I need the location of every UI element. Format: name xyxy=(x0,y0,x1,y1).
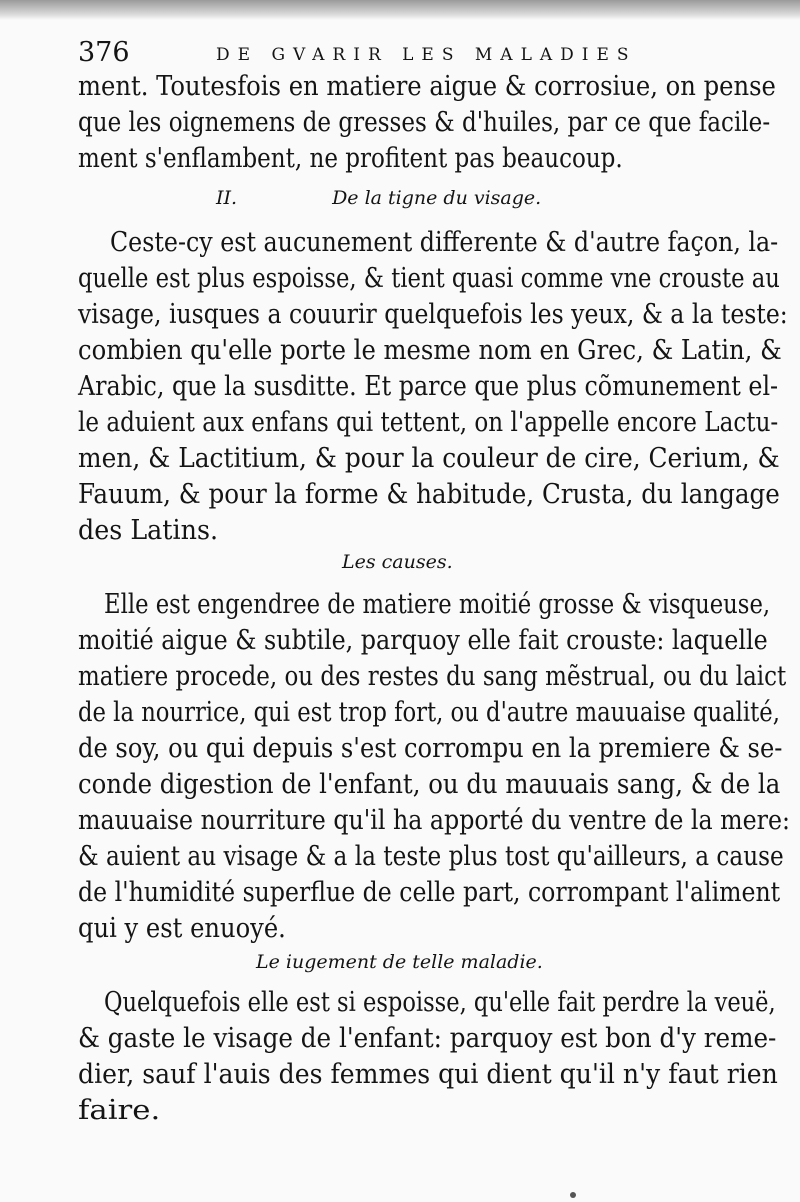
running-head xyxy=(78,38,778,68)
text-line: de soy, ou qui depuis s'est corrompu en la premiere & se- xyxy=(78,733,783,764)
text-line: quelle est plus espoisse, & tient quasi comme vne crouste au xyxy=(78,263,780,294)
text-line: conde digestion de l'enfant, ou du mauuais sang, & de la xyxy=(78,769,781,800)
text-line: Fauum, & pour la forme & habitude, Crusta, du langage xyxy=(78,479,780,510)
section-heading xyxy=(216,186,541,210)
text-line: combien qu'elle porte le mesme nom en Grec, & Latin, & xyxy=(78,335,782,366)
text-line: & auient au visage & a la teste plus tost qu'ailleurs, a cause xyxy=(78,841,784,872)
text-line: Quelquefois elle est si espoisse, qu'elle fait perdre la veuë, xyxy=(104,987,776,1018)
text-line: moitié aigue & subtile, parquoy elle fait crouste: laquelle xyxy=(78,625,768,656)
text-line: Ceste-cy est aucunement differente & d'autre façon, la- xyxy=(110,227,779,258)
text-line: ment. Toutesfois en matiere aigue & corrosiue, on pense xyxy=(78,71,776,102)
text-line: de la nourrice, qui est trop fort, ou d'autre mauuaise qualité, xyxy=(78,697,780,728)
text-line: ment s'enflambent, ne profitent pas beaucoup. xyxy=(78,143,623,174)
text-line: faire. xyxy=(78,1095,161,1126)
causes-heading: Les causes. xyxy=(342,551,453,573)
judgment-heading: Le iugement de telle maladie. xyxy=(256,951,543,973)
running-title: DE GVARIR LES MALADIES xyxy=(216,45,637,65)
section-title: De la tigne du visage. xyxy=(332,187,542,209)
section-number: II. xyxy=(216,187,238,209)
text-line: & gaste le visage de l'enfant: parquoy est bon d'y reme- xyxy=(78,1023,777,1054)
text-line: le aduient aux enfans qui tettent, on l'appelle encore Lactu- xyxy=(78,407,779,438)
text-line: de l'humidité superflue de celle part, corrompant l'aliment xyxy=(78,877,781,908)
text-line: matiere procede, ou des restes du sang mẽstrual, ou du laict xyxy=(78,661,787,692)
text-line: Elle est engendree de matiere moitié grosse & visqueuse, xyxy=(104,589,771,620)
text-line: que les oignemens de gresses & d'huiles, par ce que facile- xyxy=(78,107,771,138)
ink-speck xyxy=(570,1192,576,1198)
text-line: men, & Lactitium, & pour la couleur de cire, Cerium, & xyxy=(78,443,780,474)
text-line: mauuaise nourriture qu'il ha apporté du ventre de la mere: xyxy=(78,805,790,836)
page-number: 376 xyxy=(78,37,130,68)
scan-top-shadow xyxy=(0,0,800,20)
text-line: des Latins. xyxy=(78,515,219,546)
text-line: dier, sauf l'auis des femmes qui dient qu'il n'y faut rien xyxy=(78,1059,778,1090)
text-line: Arabic, que la susditte. Et parce que plus cõmunement el- xyxy=(78,371,779,402)
text-line: visage, iusques a couurir quelquefois les yeux, & a la teste: xyxy=(78,299,788,330)
text-line: qui y est enuoyé. xyxy=(78,913,286,944)
